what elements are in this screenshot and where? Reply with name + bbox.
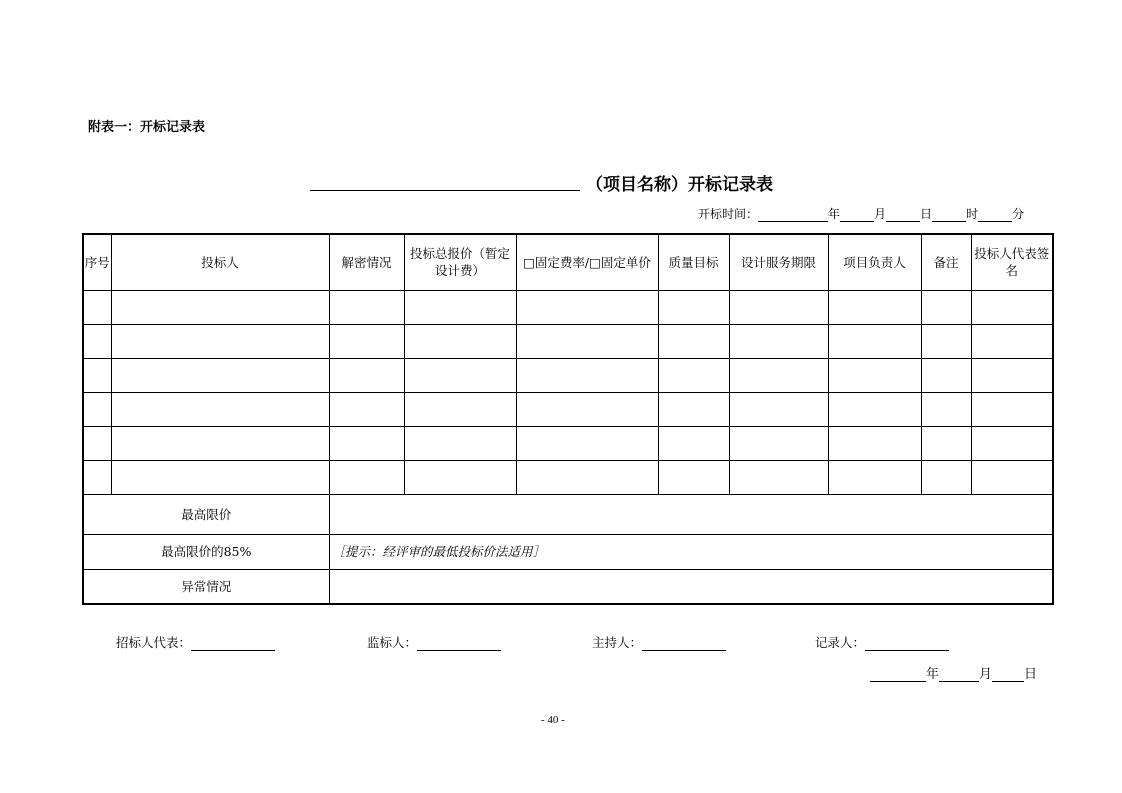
tenderer-rep-signature	[116, 633, 275, 651]
cell[interactable]	[516, 426, 658, 460]
header-signature: 投标人代表签名	[971, 234, 1053, 290]
date-month-blank[interactable]	[939, 669, 979, 682]
cell[interactable]	[111, 358, 329, 392]
header-project-lead: 项目负责人	[828, 234, 921, 290]
header-row	[83, 234, 1053, 290]
cell[interactable]	[329, 460, 404, 494]
max-price-label: 最高限价	[83, 494, 329, 534]
bid-opening-record-table	[82, 233, 1054, 605]
cell[interactable]	[658, 426, 729, 460]
cell[interactable]	[83, 392, 111, 426]
cell[interactable]	[971, 460, 1053, 494]
cell[interactable]	[83, 426, 111, 460]
recorder-blank[interactable]	[865, 638, 949, 651]
tenderer-rep-label: 招标人代表：	[116, 635, 192, 650]
cell[interactable]	[83, 460, 111, 494]
cell[interactable]	[329, 426, 404, 460]
cell[interactable]	[971, 358, 1053, 392]
cell[interactable]	[111, 392, 329, 426]
supervisor-label: 监标人：	[367, 635, 418, 650]
header-rate: □固定费率/□固定单价	[516, 234, 658, 290]
cell[interactable]	[329, 324, 404, 358]
cell[interactable]	[111, 290, 329, 324]
cell[interactable]	[83, 358, 111, 392]
minute-label: 分	[1012, 207, 1025, 221]
host-blank[interactable]	[642, 638, 726, 651]
cell[interactable]	[404, 324, 516, 358]
supervisor-signature	[367, 633, 501, 651]
cell[interactable]	[404, 426, 516, 460]
cell[interactable]	[111, 460, 329, 494]
date-year-blank[interactable]	[870, 669, 926, 682]
max-price-85-label: 最高限价的85%	[83, 534, 329, 569]
cell[interactable]	[404, 358, 516, 392]
header-seq: 序号	[83, 234, 111, 290]
cell[interactable]	[729, 426, 828, 460]
max-price-85-hint[interactable]: ［提示：经评审的最低投标价法适用］	[329, 534, 1053, 569]
cell[interactable]	[404, 460, 516, 494]
appendix-title: 附表一：开标记录表	[88, 120, 206, 135]
page-number: - 40 -	[541, 714, 565, 726]
date-day-blank[interactable]	[992, 669, 1024, 682]
cell[interactable]	[971, 324, 1053, 358]
cell[interactable]	[329, 392, 404, 426]
hour-blank[interactable]	[932, 209, 966, 222]
cell[interactable]	[921, 426, 971, 460]
cell[interactable]	[921, 324, 971, 358]
table-row	[83, 324, 1053, 358]
opening-time-row	[698, 205, 1024, 222]
cell[interactable]	[516, 392, 658, 426]
cell[interactable]	[828, 324, 921, 358]
cell[interactable]	[828, 426, 921, 460]
cell[interactable]	[828, 392, 921, 426]
table-row	[83, 358, 1053, 392]
cell[interactable]	[828, 460, 921, 494]
tenderer-rep-blank[interactable]	[191, 638, 275, 651]
cell[interactable]	[516, 460, 658, 494]
cell[interactable]	[516, 358, 658, 392]
cell[interactable]	[83, 290, 111, 324]
cell[interactable]	[971, 426, 1053, 460]
hour-label: 时	[966, 207, 979, 221]
cell[interactable]	[921, 290, 971, 324]
date-month-label: 月	[979, 667, 993, 682]
abnormal-value[interactable]	[329, 569, 1053, 604]
page-title: （项目名称）开标记录表	[586, 175, 773, 195]
abnormal-row	[83, 569, 1053, 604]
cell[interactable]	[729, 290, 828, 324]
cell[interactable]	[404, 392, 516, 426]
project-name-blank[interactable]	[310, 190, 580, 191]
abnormal-label: 异常情况	[83, 569, 329, 604]
cell[interactable]	[921, 358, 971, 392]
month-blank[interactable]	[840, 209, 874, 222]
recorder-signature	[815, 633, 949, 651]
month-label: 月	[874, 207, 887, 221]
cell[interactable]	[658, 392, 729, 426]
date-year-label: 年	[926, 667, 940, 682]
table-row	[83, 392, 1053, 426]
recorder-label: 记录人：	[815, 635, 866, 650]
cell[interactable]	[658, 358, 729, 392]
minute-blank[interactable]	[978, 209, 1012, 222]
table-row	[83, 426, 1053, 460]
cell[interactable]	[971, 290, 1053, 324]
cell[interactable]	[729, 358, 828, 392]
cell[interactable]	[658, 460, 729, 494]
host-signature	[592, 633, 726, 651]
header-quality: 质量目标	[658, 234, 729, 290]
header-total-price: 投标总报价（暂定设计费）	[404, 234, 516, 290]
header-remarks: 备注	[921, 234, 971, 290]
header-service-period: 设计服务期限	[729, 234, 828, 290]
cell[interactable]	[828, 358, 921, 392]
cell[interactable]	[516, 324, 658, 358]
max-price-85-row	[83, 534, 1053, 569]
cell[interactable]	[329, 358, 404, 392]
cell[interactable]	[921, 392, 971, 426]
cell[interactable]	[729, 460, 828, 494]
day-blank[interactable]	[886, 209, 920, 222]
day-label: 日	[920, 207, 933, 221]
cell[interactable]	[658, 324, 729, 358]
cell[interactable]	[83, 324, 111, 358]
cell[interactable]	[111, 324, 329, 358]
cell[interactable]	[658, 290, 729, 324]
table-row	[83, 460, 1053, 494]
max-price-value[interactable]	[329, 494, 1053, 534]
opening-time-label: 开标时间：	[698, 207, 759, 221]
max-price-row	[83, 494, 1053, 534]
cell[interactable]	[111, 426, 329, 460]
cell[interactable]	[828, 290, 921, 324]
date-day-label: 日	[1024, 667, 1038, 682]
header-bidder: 投标人	[111, 234, 329, 290]
year-blank[interactable]	[758, 209, 828, 222]
cell[interactable]	[729, 392, 828, 426]
signing-date	[870, 663, 1037, 682]
host-label: 主持人：	[592, 635, 643, 650]
header-decryption: 解密情况	[329, 234, 404, 290]
cell[interactable]	[729, 324, 828, 358]
supervisor-blank[interactable]	[417, 638, 501, 651]
cell[interactable]	[971, 392, 1053, 426]
cell[interactable]	[921, 460, 971, 494]
table-row	[83, 290, 1053, 324]
cell[interactable]	[404, 290, 516, 324]
cell[interactable]	[516, 290, 658, 324]
cell[interactable]	[329, 290, 404, 324]
year-label: 年	[828, 207, 841, 221]
